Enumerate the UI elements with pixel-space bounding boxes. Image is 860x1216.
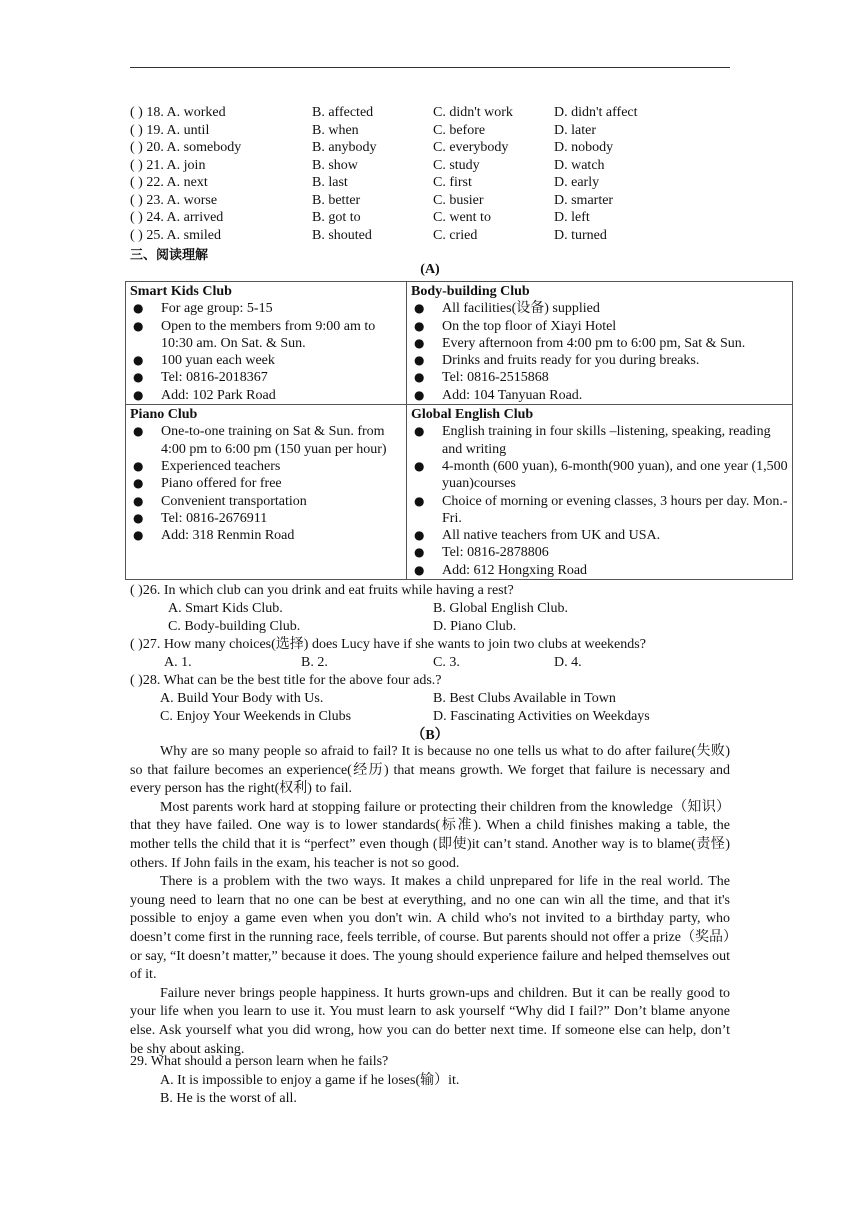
option-b: B. affected [312, 105, 374, 120]
club-info-item: ● Add: 318 Renmin Road [130, 527, 402, 544]
cloze-row [130, 192, 730, 210]
global-english-club-cell [407, 405, 793, 580]
club-info-item: ● For age group: 5-15 [130, 300, 402, 317]
passage-paragraph: Failure never brings people happiness. It hurts grown-ups and children. But it can be really good to your life when you learn to use it. You must learn to ask yourself “Why did I fail?” Don’t blame anyone else. Ask yourself what you did wrong, how you can do better next time. If someone else can help, don’t be shy about asking. [130, 985, 730, 1057]
piano-club-list [130, 423, 402, 544]
question-29 [130, 1053, 730, 1109]
club-info-item: ● Open to the members from 9:00 am to 10:30 am. On Sat. & Sun. [130, 318, 402, 353]
club-info-item: ● Choice of morning or evening classes, 3 hours per day. Mon.-Fri. [411, 493, 788, 528]
question-stem: ( )26. In which club can you drink and eat fruits while having a rest? [130, 583, 514, 598]
option-d: D. later [554, 122, 596, 138]
club-info-item: ● Experienced teachers [130, 458, 402, 475]
smart-kids-club-cell [126, 282, 407, 405]
club-info-item: ● One-to-one training on Sat & Sun. from 4:00 pm to 6:00 pm (150 yuan per hour) [130, 423, 402, 458]
reading-passage-b [130, 743, 730, 1059]
cloze-row [130, 104, 730, 122]
option-d: D. smarter [554, 192, 614, 208]
option-a: ( ) 20. A. somebody [130, 140, 242, 155]
option-c: C. study [433, 157, 480, 173]
option-b: B. He is the worst of all. [160, 1091, 297, 1107]
question-26 [130, 582, 750, 635]
option-a: ( ) 19. A. until [130, 122, 210, 138]
club-info-item: ● Every afternoon from 4:00 pm to 6:00 pm, Sat & Sun. [411, 335, 788, 352]
option-c: C. went to [433, 210, 491, 225]
option-b: B. when [312, 122, 359, 138]
option-d: D. watch [554, 157, 605, 173]
option-d: D. early [554, 175, 600, 190]
cloze-row [130, 227, 730, 245]
cloze-row [130, 174, 730, 192]
question-28 [130, 672, 750, 725]
header-rule [130, 67, 730, 68]
option-b: B. last [312, 175, 348, 190]
club-title: Global English Club [411, 407, 534, 423]
option-c: C. busier [433, 192, 484, 208]
part-b-heading: （B） [411, 728, 449, 743]
cloze-options [130, 104, 730, 244]
club-info-item: ● 4-month (600 yuan), 6-month(900 yuan), and one year (1,500 yuan)courses [411, 458, 788, 493]
option-c: C. everybody [433, 140, 509, 155]
option-b: B. got to [312, 210, 361, 225]
section-title: 三、阅读理解 [130, 248, 209, 263]
option-c: C. first [433, 175, 472, 190]
option-b: B. Global English Club. [433, 600, 568, 616]
club-info-item: ● Add: 102 Park Road [130, 387, 402, 404]
club-info-item: ● Add: 104 Tanyuan Road. [411, 387, 788, 404]
option-c: C. Enjoy Your Weekends in Clubs [160, 708, 352, 724]
smart-kids-club-list [130, 300, 402, 404]
option-a: ( ) 22. A. next [130, 175, 208, 190]
question-stem: ( )28. What can be the best title for the above four ads.? [130, 673, 442, 688]
option-b: B. 2. [301, 654, 328, 670]
option-a: ( ) 24. A. arrived [130, 210, 224, 225]
club-info-item: ● All native teachers from UK and USA. [411, 527, 788, 544]
option-a: A. Smart Kids Club. [168, 600, 283, 616]
option-a: A. It is impossible to enjoy a game if he loses(输）it. [160, 1072, 460, 1088]
option-a: ( ) 21. A. join [130, 157, 206, 173]
passage-paragraph: There is a problem with the two ways. It makes a child unprepared for life in the real world. The young need to learn that no one can be best at everything, and no one can win all the time, and that it's possible to enjoy a game even when you don't win. A child who's not invited to a birthday party, who doesn’t come first in the running race, feels terrible, of course. But parents should not offer a prize（奖品）or say, “It doesn’t matter,” because it does. The young should experience failure and helped themselves out of it. [130, 874, 730, 983]
club-info-item: ● 100 yuan each week [130, 352, 402, 369]
passage-paragraph: Why are so many people so afraid to fail? It is because no one tells us what to do after failure(失败) so that failure becomes an experience(经历) that means growth. We forget that failure is necessary and every person has the right(权利) to fail. [130, 744, 730, 797]
club-info-item: ● English training in four skills –listening, speaking, reading and writing [411, 423, 788, 458]
option-b: B. better [312, 192, 361, 208]
cloze-row [130, 122, 730, 140]
part-a-heading: (A) [420, 262, 440, 277]
question-stem: 29. What should a person learn when he fails? [130, 1054, 389, 1069]
club-info-item: ● Piano offered for free [130, 475, 402, 492]
piano-club-cell [126, 405, 407, 580]
option-d: D. turned [554, 227, 607, 243]
club-info-item: ● On the top floor of Xiayi Hotel [411, 318, 788, 335]
option-b: B. show [312, 157, 358, 173]
option-b: B. Best Clubs Available in Town [433, 690, 616, 706]
option-d: D. Piano Club. [433, 618, 517, 634]
club-info-item: ● Convenient transportation [130, 493, 402, 510]
body-building-club-cell [407, 282, 793, 405]
cloze-row [130, 209, 730, 227]
option-b: B. anybody [312, 140, 377, 155]
option-c: C. cried [433, 227, 478, 243]
club-info-item: ● Tel: 0816-2878806 [411, 544, 788, 561]
club-info-item: ● Add: 612 Hongxing Road [411, 562, 788, 579]
global-english-club-list [411, 423, 788, 579]
option-b: B. shouted [312, 227, 372, 243]
option-a: A. 1. [164, 654, 192, 670]
option-a: ( ) 25. A. smiled [130, 227, 221, 243]
club-info-item: ● Tel: 0816-2515868 [411, 369, 788, 386]
option-a: A. Build Your Body with Us. [160, 690, 324, 706]
option-c: C. Body-building Club. [168, 618, 301, 634]
club-title: Piano Club [130, 407, 198, 423]
cloze-row [130, 157, 730, 175]
club-ads-table [125, 281, 793, 580]
question-stem: ( )27. How many choices(选择) does Lucy have if she wants to join two clubs at weekends? [130, 637, 646, 652]
option-d: D. nobody [554, 140, 614, 155]
club-info-item: ● Drinks and fruits ready for you during breaks. [411, 352, 788, 369]
question-27 [130, 636, 750, 672]
club-title: Body-building Club [411, 284, 530, 299]
option-a: ( ) 23. A. worse [130, 192, 218, 208]
club-info-item: ● Tel: 0816-2018367 [130, 369, 402, 386]
option-c: C. before [433, 122, 486, 138]
option-a: ( ) 18. A. worked [130, 105, 226, 120]
club-info-item: ● Tel: 0816-2676911 [130, 510, 402, 527]
club-info-item: ● All facilities(设备) supplied [411, 300, 788, 317]
option-d: D. 4. [554, 654, 582, 670]
option-c: C. 3. [433, 654, 460, 670]
passage-paragraph: Most parents work hard at stopping failure or protecting their children from the knowledge（知识） that they have failed. One way is to lower standards(标准). When a child finishes making a table, the mother tells the child that it is “perfect” even though (即使)it can’t stand. Another way is to blame(责怪) others. If John fails in the exam, his teacher is not so good. [130, 799, 730, 871]
option-d: D. didn't affect [554, 105, 638, 120]
option-c: C. didn't work [433, 105, 513, 120]
club-title: Smart Kids Club [130, 284, 232, 299]
option-d: D. left [554, 210, 590, 225]
cloze-row [130, 139, 730, 157]
body-building-club-list [411, 300, 788, 404]
option-d: D. Fascinating Activities on Weekdays [433, 708, 650, 724]
